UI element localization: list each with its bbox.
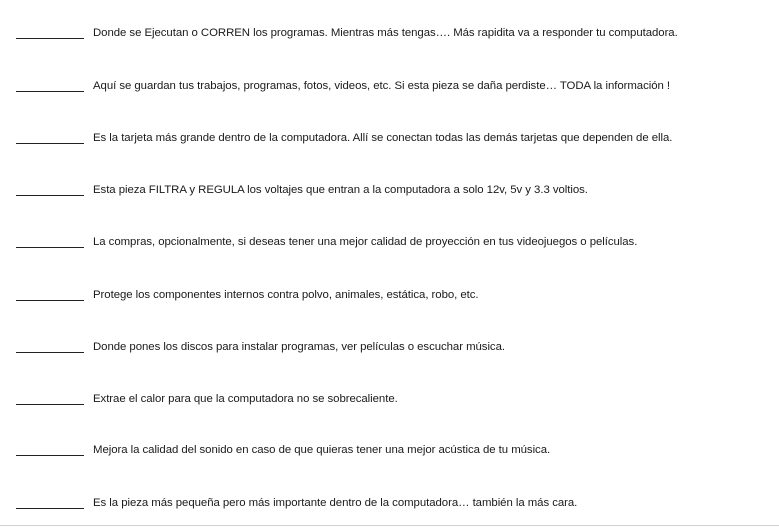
question-row-7 <box>16 337 776 357</box>
page-bottom-divider <box>0 525 779 526</box>
question-text-2: Aquí se guardan tus trabajos, programas, fotos, videos, etc. Si esta pieza se daña perdiste… TODA la información ! <box>93 80 671 92</box>
question-row-6 <box>16 285 776 305</box>
question-row-4 <box>16 180 776 200</box>
question-row-1 <box>16 23 776 43</box>
answer-blank-2[interactable] <box>16 77 84 92</box>
question-text-3: Es la tarjeta más grande dentro de la computadora. Allí se conectan todas las demás tarjetas que dependen de ella. <box>93 132 673 144</box>
answer-blank-1[interactable] <box>16 24 84 39</box>
question-text-4: Esta pieza FILTRA y REGULA los voltajes que entran a la computadora a solo 12v, 5v y 3.3 voltios. <box>93 184 588 196</box>
question-row-9 <box>16 440 776 460</box>
question-row-10 <box>16 493 776 513</box>
question-text-7: Donde pones los discos para instalar programas, ver películas o escuchar música. <box>93 341 505 353</box>
answer-blank-9[interactable] <box>16 441 84 456</box>
answer-blank-5[interactable] <box>16 233 84 248</box>
answer-blank-3[interactable] <box>16 129 84 144</box>
question-text-6: Protege los componentes internos contra polvo, animales, estática, robo, etc. <box>93 289 479 301</box>
question-row-3 <box>16 128 776 148</box>
question-text-9: Mejora la calidad del sonido en caso de que quieras tener una mejor acústica de tu música. <box>93 444 551 456</box>
answer-blank-6[interactable] <box>16 286 84 301</box>
answer-blank-4[interactable] <box>16 181 84 196</box>
question-row-8 <box>16 389 776 409</box>
question-row-2 <box>16 76 776 96</box>
question-row-5 <box>16 232 776 252</box>
question-text-10: Es la pieza más pequeña pero más importante dentro de la computadora… también la más cara. <box>93 497 578 509</box>
answer-blank-7[interactable] <box>16 338 84 353</box>
answer-blank-10[interactable] <box>16 494 84 509</box>
answer-blank-8[interactable] <box>16 390 84 405</box>
question-text-5: La compras, opcionalmente, si deseas tener una mejor calidad de proyección en tus videojuegos o películas. <box>93 236 638 248</box>
question-text-8: Extrae el calor para que la computadora no se sobrecaliente. <box>93 393 398 405</box>
question-text-1: Donde se Ejecutan o CORREN los programas. Mientras más tengas…. Más rapidita va a responder tu computadora. <box>93 27 678 39</box>
